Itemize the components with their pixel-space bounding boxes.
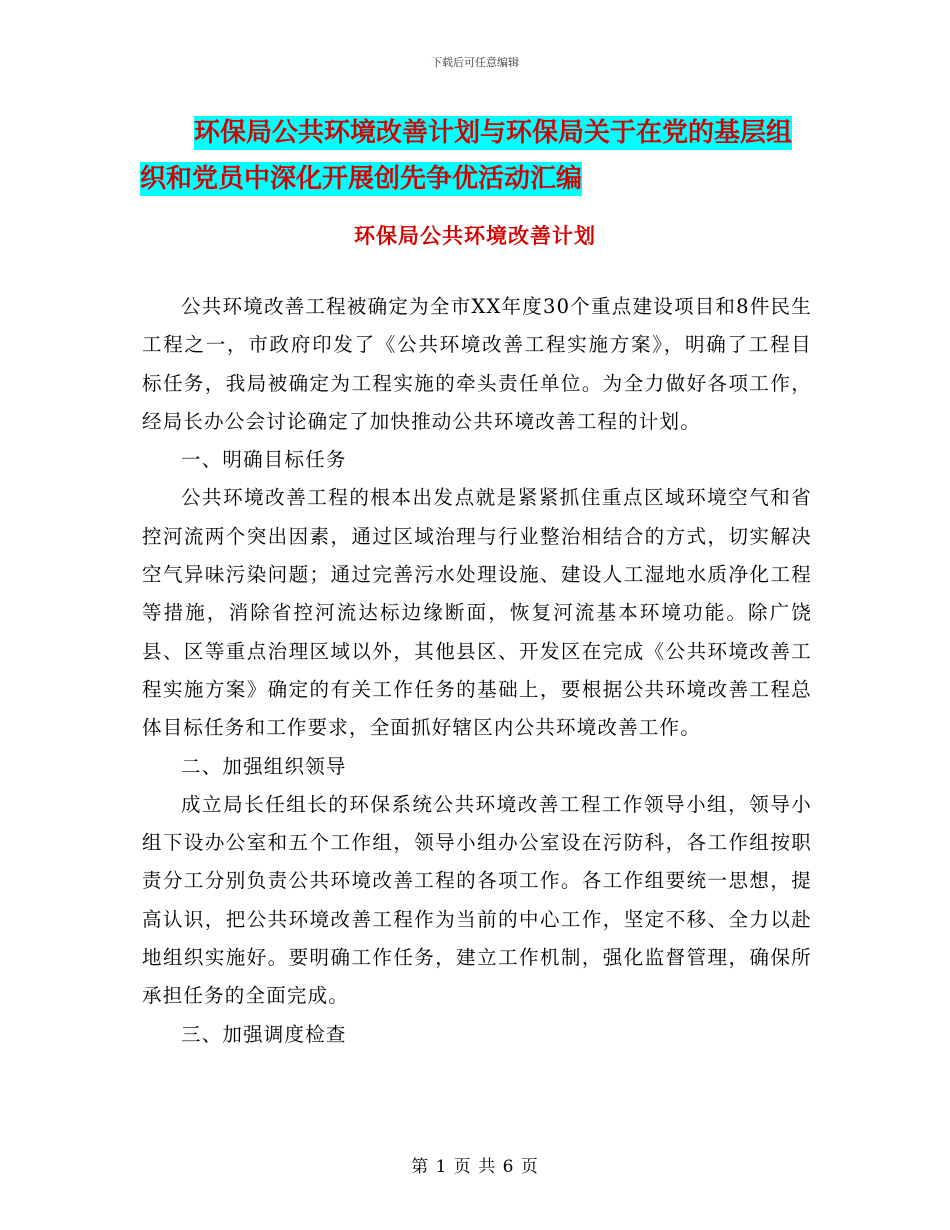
heading-1: 一、明确目标任务 (181, 448, 347, 472)
paragraph-intro: 公共环境改善工程被确定为全市XX年度30个重点建设项目和8件民生工程之一，市政府印发了《公共环境改善工程实施方案》，明确了工程目标任务，我局被确定为工程实施的牵头责任单位。为全力做好各项工作，经局长办公会讨论确定了加快推动公共环境改善工程的计划。 (142, 295, 812, 433)
document-title-line-1: 环保局公共环境改善计划与环保局关于在党的基层组 (194, 118, 793, 148)
section-title: 环保局公共环境改善计划 (354, 224, 596, 248)
paragraph-1: 公共环境改善工程的根本出发点就是紧紧抓住重点区域环境空气和省控河流两个突出因素，通过区域治理与行业整治相结合的方式，切实解决空气异味污染问题；通过完善污水处理设施、建设人工湿地水质净化工程等措施，消除省控河流达标边缘断面，恢复河流基本环境功能。除广饶县、区等重点治理区域以外，其他县区、开发区在完成《公共环境改善工程实施方案》确定的有关工作任务的基础上，要根据公共环境改善工程总体目标任务和工作要求，全面抓好辖区内公共环境改善工作。 (142, 486, 812, 740)
paragraph-2: 成立局长任组长的环保系统公共环境改善工程工作领导小组，领导小组下设办公室和五个工作组，领导小组办公室设在污防科，各工作组按职责分工分别负责公共环境改善工程的各项工作。各工作组要统一思想，提高认识，把公共环境改善工程作为当前的中心工作，坚定不移、全力以赴地组织实施好。要明确工作任务，建立工作机制，强化监督管理，确保所承担任务的全面完成。 (142, 792, 812, 1008)
document-title (140, 110, 840, 202)
heading-3: 三、加强调度检查 (181, 1022, 347, 1046)
document-body (142, 288, 812, 1054)
header-note: 下载后可任意编辑 (431, 56, 519, 69)
document-title-line-2: 织和党员中深化开展创先争优活动汇编 (140, 164, 583, 194)
heading-2: 二、加强组织领导 (181, 754, 347, 778)
page-footer: 第 1 页 共 6 页 (411, 1157, 539, 1177)
